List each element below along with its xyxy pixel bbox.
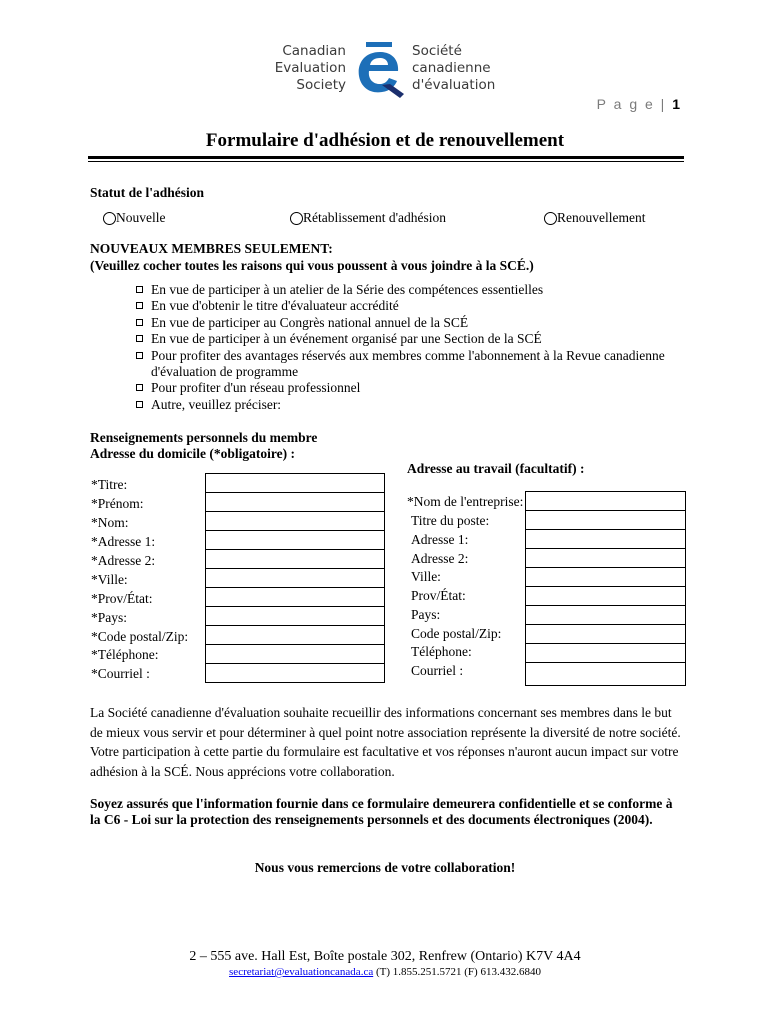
reason-item: [134, 282, 694, 298]
footer-address: 2 – 555 ave. Hall Est, Boîte postale 302, Renfrew (Ontario) K7V 4A4: [189, 949, 581, 964]
radio-label: Rétablissement d'adhésion: [303, 210, 447, 225]
home-label-adresse2: *Adresse 2:: [91, 553, 156, 568]
footer-contact: [0, 966, 770, 978]
work-label-telephone: Téléphone:: [411, 644, 472, 659]
ces-logo-icon: [352, 40, 408, 100]
work-input-adresse1[interactable]: [525, 529, 686, 549]
radio-circle[interactable]: [290, 212, 303, 225]
radio-renouvellement[interactable]: [544, 210, 645, 226]
checkbox[interactable]: [136, 352, 143, 359]
radio-nouvelle[interactable]: [103, 210, 166, 226]
work-label-adresse2: Adresse 2:: [411, 551, 469, 566]
home-input-prov[interactable]: [205, 587, 385, 607]
status-heading: Statut de l'adhésion: [90, 185, 205, 200]
home-input-adresse1[interactable]: [205, 530, 385, 550]
home-input-telephone[interactable]: [205, 644, 385, 664]
page-title: Formulaire d'adhésion et de renouvellement: [205, 130, 565, 151]
work-label-pays: Pays:: [411, 607, 441, 622]
radio-circle[interactable]: [103, 212, 116, 225]
reason-item: [134, 298, 694, 314]
checkbox[interactable]: [136, 401, 143, 408]
page-label: P a g e |: [596, 96, 667, 112]
reason-label: Pour profiter des avantages réservés aux membres comme l'abonnement à la Revue canadienne d'évaluation de programme: [151, 347, 665, 380]
home-input-pays[interactable]: [205, 606, 385, 626]
confidentiality-note: Soyez assurés que l'information fournie dans ce formulaire demeurera confidentielle et se conforme à la C6 - Loi sur la protection des renseignements personnels et des documents électroniques (2004).: [90, 796, 673, 827]
work-input-telephone[interactable]: [525, 643, 686, 663]
work-input-adresse2[interactable]: [525, 548, 686, 568]
reason-label: En vue d'obtenir le titre d'évaluateur accrédité: [151, 298, 399, 314]
reason-label: En vue de participer à un événement organisé par une Section de la SCÉ: [151, 331, 542, 347]
home-label-telephone: *Téléphone:: [91, 647, 159, 662]
home-input-nom[interactable]: [205, 511, 385, 531]
work-label-code-postal: Code postal/Zip:: [411, 626, 502, 641]
home-label-prov: *Prov/État:: [91, 591, 153, 606]
checkbox[interactable]: [136, 384, 143, 391]
home-label-ville: *Ville:: [91, 572, 128, 587]
reason-item: [134, 348, 694, 381]
reasons-list: [134, 282, 694, 413]
logo-line: Evaluation: [274, 60, 346, 76]
title-rule-thin: [88, 161, 684, 162]
page-number: [597, 96, 682, 112]
home-input-titre[interactable]: [205, 473, 385, 493]
checkbox[interactable]: [136, 319, 143, 326]
work-label-titre-poste: Titre du poste:: [411, 513, 490, 528]
logo-text-english: [230, 43, 346, 94]
logo-line: canadienne: [412, 60, 491, 76]
logo-text-french: [412, 43, 552, 94]
reason-label: Pour profiter d'un réseau professionnel: [151, 380, 361, 396]
work-input-code-postal[interactable]: [525, 624, 686, 644]
reason-item: [134, 380, 694, 396]
work-input-prov[interactable]: [525, 586, 686, 606]
home-label-courriel: *Courriel :: [91, 666, 150, 681]
home-input-adresse2[interactable]: [205, 549, 385, 569]
work-label-ville: Ville:: [411, 569, 441, 584]
work-input-courriel[interactable]: [525, 662, 686, 686]
home-label-code-postal: *Code postal/Zip:: [91, 629, 189, 644]
reason-item: [134, 315, 694, 331]
work-label-prov: Prov/État:: [411, 588, 466, 603]
work-input-pays[interactable]: [525, 605, 686, 625]
personal-heading: Renseignements personnels du membre: [90, 430, 318, 445]
work-label-courriel: Courriel :: [411, 663, 464, 678]
home-label-nom: *Nom:: [91, 515, 129, 530]
home-label-titre: *Titre:: [91, 477, 128, 492]
footer-phones: (T) 1.855.251.5721 (F) 613.432.6840: [373, 966, 541, 978]
reason-label: En vue de participer au Congrès national annuel de la SCÉ: [151, 314, 469, 330]
home-label-pays: *Pays:: [91, 610, 128, 625]
footer-email-link[interactable]: secretariat@evaluationcanada.ca: [229, 966, 374, 978]
work-input-ville[interactable]: [525, 567, 686, 587]
home-input-ville[interactable]: [205, 568, 385, 588]
radio-circle[interactable]: [544, 212, 557, 225]
radio-label: Renouvellement: [557, 210, 646, 225]
page-number-value: 1: [672, 96, 682, 112]
new-members-instruction: (Veuillez cocher toutes les raisons qui vous poussent à vous joindre à la SCÉ.): [90, 258, 534, 273]
home-input-code-postal[interactable]: [205, 625, 385, 645]
logo-line: Canadian: [282, 43, 346, 59]
work-input-entreprise[interactable]: [525, 491, 686, 511]
work-input-titre-poste[interactable]: [525, 510, 686, 530]
diversity-paragraph: La Société canadienne d'évaluation souhaite recueillir des informations concernant ses membres dans le but de mieux vous servir et pour déterminer à quel point notre association représente la diversité de notre société. Votre participation à cette partie du formulaire est facultative et vos réponses n'auront aucun impact sur votre adhésion à la SCÉ. Nous apprécions votre collaboration.: [90, 705, 681, 779]
checkbox[interactable]: [136, 335, 143, 342]
radio-label: Nouvelle: [116, 210, 166, 225]
home-address-heading: Adresse du domicile (*obligatoire) :: [90, 446, 295, 461]
title-rule-thick: [88, 156, 684, 159]
work-address-heading: Adresse au travail (facultatif) :: [407, 461, 585, 476]
checkbox[interactable]: [136, 286, 143, 293]
home-input-prenom[interactable]: [205, 492, 385, 512]
home-label-adresse1: *Adresse 1:: [91, 534, 156, 549]
logo-line: Société: [412, 43, 462, 59]
radio-retablissement[interactable]: [290, 210, 446, 226]
reason-label: En vue de participer à un atelier de la Série des compétences essentielles: [151, 282, 544, 297]
work-label-entreprise: *Nom de l'entreprise:: [407, 494, 524, 509]
new-members-heading: NOUVEAUX MEMBRES SEULEMENT:: [90, 241, 333, 256]
reason-item: [134, 397, 694, 413]
reason-item: [134, 331, 694, 347]
home-label-prenom: *Prénom:: [91, 496, 144, 511]
logo-line: d'évaluation: [412, 77, 496, 93]
logo-line: Society: [296, 77, 346, 93]
home-input-courriel[interactable]: [205, 663, 385, 683]
reason-label: Autre, veuillez préciser:: [151, 396, 282, 412]
work-label-adresse1: Adresse 1:: [411, 532, 469, 547]
thanks-message: Nous vous remercions de votre collaboration!: [254, 860, 516, 875]
checkbox[interactable]: [136, 302, 143, 309]
